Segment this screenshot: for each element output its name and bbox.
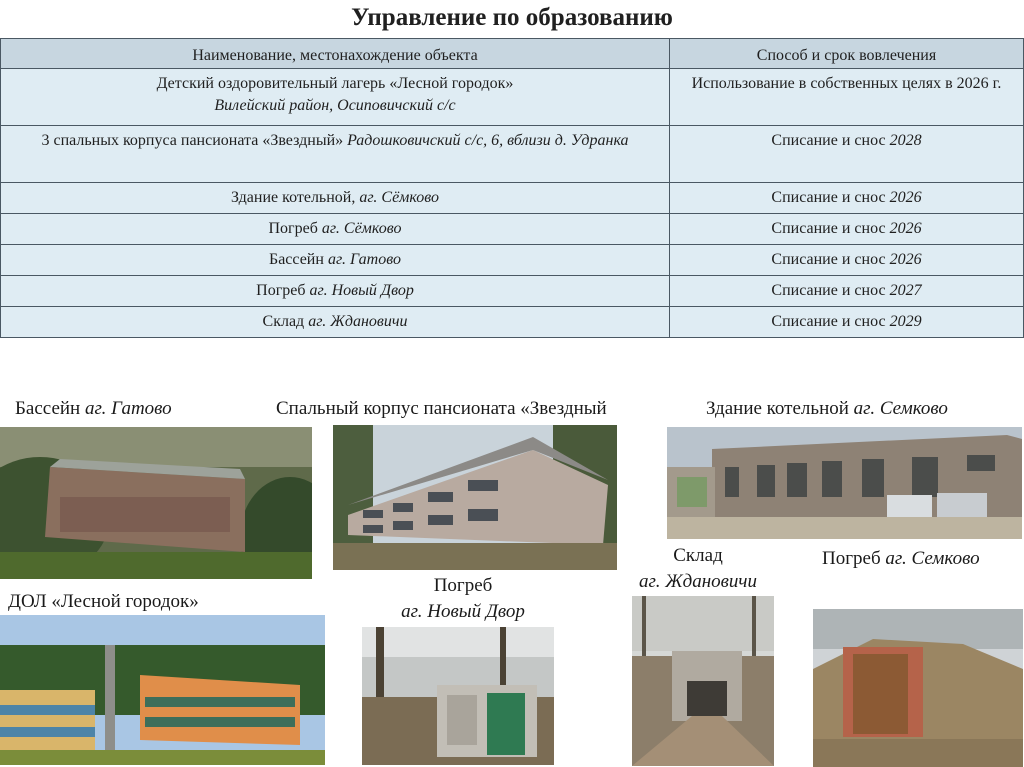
table-row <box>1 307 1024 338</box>
object-cell <box>1 126 670 183</box>
method-text: Списание и снос <box>771 282 886 299</box>
table-header-row <box>1 39 1024 69</box>
object-cell <box>1 214 670 245</box>
method-text: Использование в собственных целях в 2026 г. <box>691 75 1002 92</box>
table-row <box>1 276 1024 307</box>
method-text: Списание и снос <box>771 132 886 149</box>
table-row <box>1 69 1024 126</box>
page-title: Управление по образованию <box>351 4 673 31</box>
caption-warehouse: Склад аг. Ждановичи <box>639 545 757 592</box>
object-place: аг. Новый Двор <box>309 282 414 299</box>
object-cell <box>1 183 670 214</box>
method-text: Списание и снос <box>771 189 886 206</box>
column-header-method: Способ и срок вовлечения <box>670 39 1024 69</box>
table-row <box>1 183 1024 214</box>
warehouse-photo <box>632 596 774 766</box>
table-row <box>1 126 1024 183</box>
object-name: 3 спальных корпуса пансионата «Звездный» <box>41 132 344 149</box>
dormitory-photo <box>333 425 617 570</box>
method-year: 2026 <box>889 251 922 268</box>
caption-camp: ДОЛ «Лесной городок» <box>8 591 199 612</box>
caption-dormitory: Спальный корпус пансионата «Звездный <box>276 398 607 419</box>
method-year: 2026 <box>889 220 922 237</box>
caption-cellar-semkovo: Погреб аг. Семково <box>822 548 980 569</box>
method-cell <box>670 69 1024 126</box>
method-cell <box>670 183 1024 214</box>
method-cell <box>670 245 1024 276</box>
method-year: 2028 <box>889 132 922 149</box>
table-row <box>1 214 1024 245</box>
table-row <box>1 245 1024 276</box>
object-place: аг. Ждановичи <box>308 313 408 330</box>
boiler-photo <box>667 427 1022 539</box>
object-cell <box>1 245 670 276</box>
method-cell <box>670 307 1024 338</box>
object-place: аг. Сёмково <box>359 189 439 206</box>
object-name: Склад <box>262 313 305 330</box>
object-name: Здание котельной, <box>231 189 356 206</box>
method-year: 2029 <box>889 313 922 330</box>
column-header-object: Наименование, местонахождение объекта <box>1 39 670 69</box>
caption-cellar-novy: Погреб аг. Новый Двор <box>401 575 525 622</box>
method-year: 2026 <box>889 189 922 206</box>
caption-pool: Бассейн аг. Гатово <box>15 398 172 419</box>
object-place: аг. Гатово <box>327 251 401 268</box>
pool-photo <box>0 427 312 579</box>
method-text: Списание и снос <box>771 220 886 237</box>
object-name: Погреб <box>268 220 318 237</box>
method-text: Списание и снос <box>771 251 886 268</box>
method-cell <box>670 126 1024 183</box>
object-name: Погреб <box>256 282 306 299</box>
object-name: Детский оздоровительный лагерь «Лесной городок» <box>156 75 514 92</box>
cellar-novy-photo <box>362 627 554 765</box>
caption-boiler: Здание котельной аг. Семково <box>706 398 948 419</box>
cellar-semkovo-photo <box>813 609 1023 767</box>
object-place: Вилейский район, Осиповичский с/с <box>214 97 456 114</box>
method-cell <box>670 214 1024 245</box>
method-year: 2027 <box>889 282 922 299</box>
object-cell <box>1 276 670 307</box>
object-cell <box>1 307 670 338</box>
objects-table <box>0 38 1024 338</box>
object-place: Радошковичский с/с, 6, вблизи д. Удранка <box>347 132 629 149</box>
object-place: аг. Сёмково <box>321 220 402 237</box>
method-cell <box>670 276 1024 307</box>
camp-photo <box>0 615 325 765</box>
method-text: Списание и снос <box>771 313 886 330</box>
object-name: Бассейн <box>269 251 324 268</box>
object-cell <box>1 69 670 126</box>
